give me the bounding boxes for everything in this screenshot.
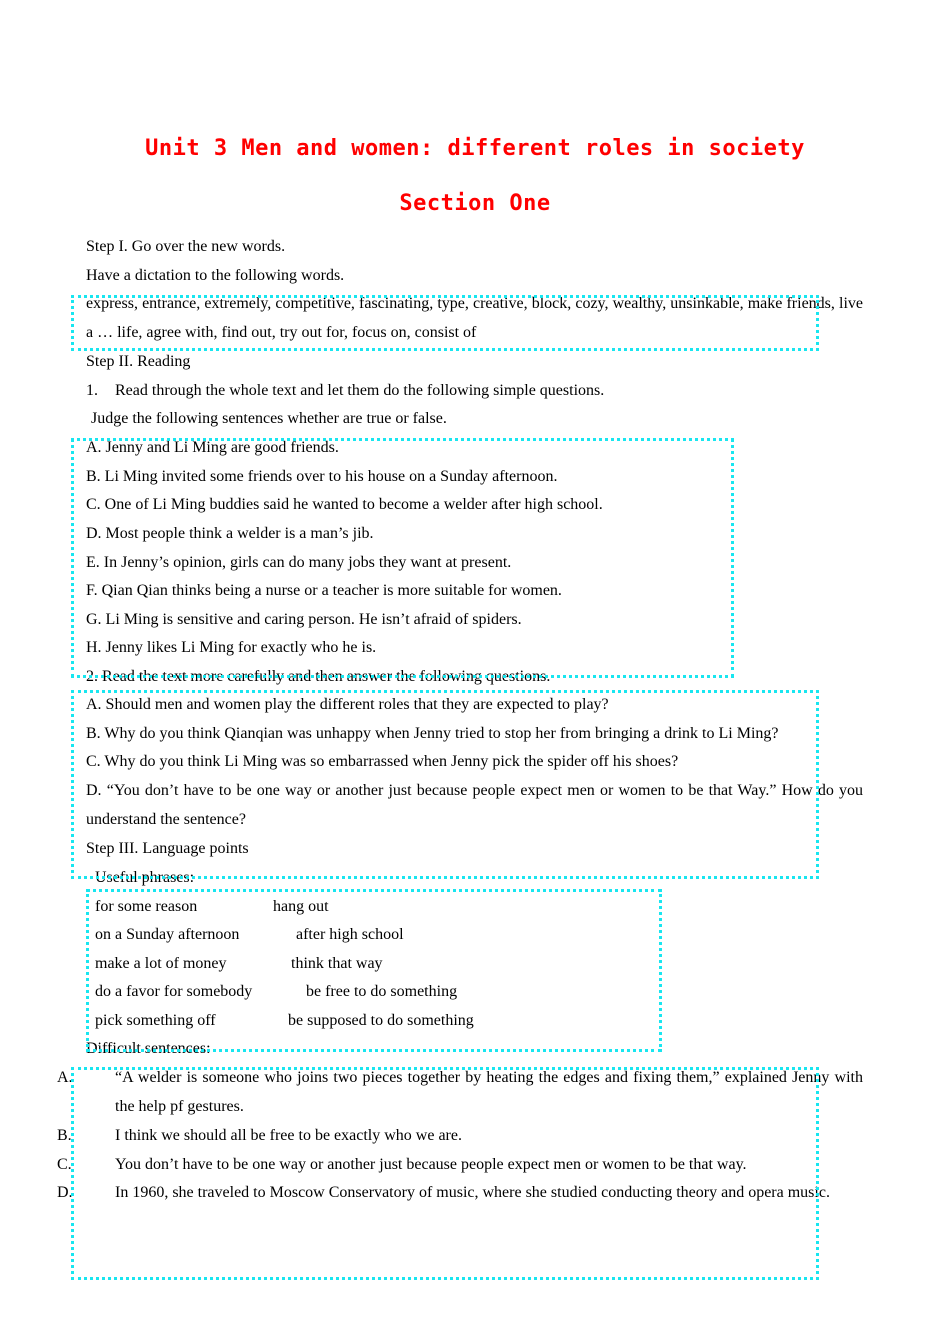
- sentence-text: “A welder is someone who joins two pieces together by heating the edges and fixing them,” explained Jenny with the help pf gestures.: [115, 1069, 863, 1115]
- question-item: D. “You don’t have to be one way or another just because people expect men or women to be that Way.” How do you understand the sentence?: [86, 782, 863, 828]
- phrase-right: hang out: [273, 898, 329, 915]
- sentence-text: In 1960, she traveled to Moscow Conservatory of music, where she studied conducting theory and opera music.: [115, 1184, 830, 1201]
- phrase-left: on a Sunday afternoon: [95, 926, 240, 943]
- page-title: Unit 3 Men and women: different roles in society: [145, 136, 805, 161]
- annotation-box-phrases: [86, 889, 662, 1052]
- sentence-letter: A.: [57, 1069, 73, 1086]
- statement-item: D. Most people think a welder is a man’s jib.: [86, 525, 374, 542]
- phrase-right: be supposed to do something: [288, 1012, 474, 1029]
- annotation-box-questions: [71, 690, 819, 879]
- sentences-label: Difficult sentences:: [86, 1040, 211, 1057]
- task1-number: 1.: [86, 382, 98, 399]
- vocabulary-list: express, entrance, extremely, competitive, fascinating, type, creative, block, cozy, wealthy, unsinkable, make friends, live a … life, agree with, find out, try out for, focus on, consist of: [86, 295, 863, 341]
- question-item: C. Why do you think Li Ming was so embarrassed when Jenny pick the spider off his shoes?: [86, 753, 679, 770]
- annotation-box-vocabulary: [71, 295, 819, 351]
- statement-item: A. Jenny and Li Ming are good friends.: [86, 439, 339, 456]
- phrase-right: think that way: [291, 955, 383, 972]
- sentence-text: I think we should all be free to be exactly who we are.: [115, 1127, 462, 1144]
- step1-heading: Step I. Go over the new words.: [86, 238, 286, 255]
- phrase-left: make a lot of money: [95, 955, 227, 972]
- statement-item: H. Jenny likes Li Ming for exactly who he is.: [86, 639, 377, 656]
- step1-instruction: Have a dictation to the following words.: [86, 267, 345, 284]
- annotation-box-sentences: [57, 1067, 819, 1280]
- step3-heading: Step III. Language points: [86, 840, 249, 857]
- phrase-left: pick something off: [95, 1012, 216, 1029]
- phrase-left: for some reason: [95, 898, 198, 915]
- annotation-box-statements: [71, 438, 734, 678]
- step2-heading: Step II. Reading: [86, 353, 191, 370]
- task1-subinstruction: Judge the following sentences whether are true or false.: [91, 410, 447, 427]
- question-item: B. Why do you think Qianqian was unhappy when Jenny tried to stop her from bringing a drink to Li Ming?: [86, 725, 779, 742]
- task1-text: Read through the whole text and let them do the following simple questions.: [115, 382, 605, 399]
- statement-item: C. One of Li Ming buddies said he wanted to become a welder after high school.: [86, 496, 603, 513]
- task2: 2. Read the text more carefully and then answer the following questions.: [86, 668, 551, 685]
- statement-item: G. Li Ming is sensitive and caring person. He isn’t afraid of spiders.: [86, 611, 522, 628]
- statement-item: F. Qian Qian thinks being a nurse or a teacher is more suitable for women.: [86, 582, 562, 599]
- phrases-label: Useful phrases:: [95, 869, 195, 886]
- phrase-right: be free to do something: [306, 983, 458, 1000]
- sentence-letter: D.: [57, 1184, 73, 1201]
- statement-item: B. Li Ming invited some friends over to his house on a Sunday afternoon.: [86, 468, 558, 485]
- sentence-text: You don’t have to be one way or another just because people expect men or women to be that way.: [115, 1156, 747, 1173]
- section-title: Section One: [399, 191, 551, 216]
- phrase-left: do a favor for somebody: [95, 983, 253, 1000]
- sentence-letter: B.: [57, 1127, 72, 1144]
- statement-item: E. In Jenny’s opinion, girls can do many jobs they want at present.: [86, 554, 512, 571]
- question-item: A. Should men and women play the different roles that they are expected to play?: [86, 696, 609, 713]
- task1: [86, 381, 604, 401]
- sentence-letter: C.: [57, 1156, 72, 1173]
- phrase-right: after high school: [296, 926, 404, 943]
